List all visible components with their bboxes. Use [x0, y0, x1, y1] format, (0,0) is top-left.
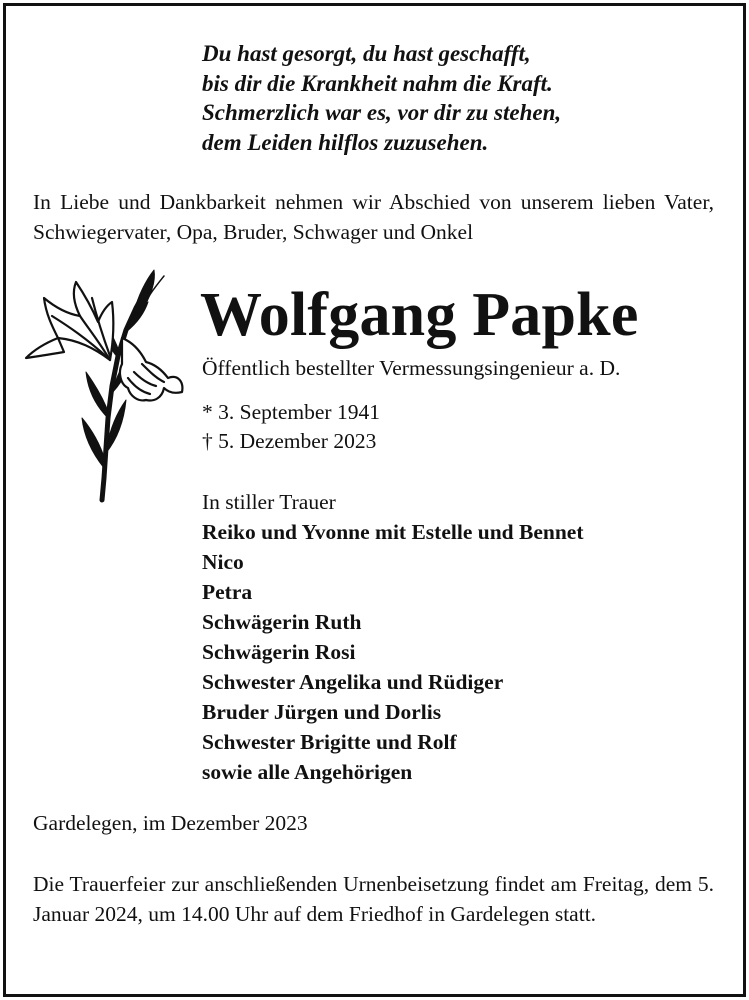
life-dates	[202, 398, 380, 456]
lily-flower-icon	[22, 268, 187, 504]
place-and-date: Gardelegen, im Dezember 2023	[33, 811, 308, 835]
poem-line: bis dir die Krankheit nahm die Kraft.	[202, 70, 553, 96]
death-date: † 5. Dezember 2023	[202, 429, 377, 453]
mourner-name: Schwägerin Rosi	[202, 640, 356, 664]
mourner-name: sowie alle Angehörigen	[202, 760, 413, 784]
occupation-line: Öffentlich bestellter Vermessungsingenieur a. D.	[202, 356, 621, 380]
mourner-name: Reiko und Yvonne mit Estelle und Bennet	[202, 520, 584, 544]
mourners-intro: In stiller Trauer	[202, 490, 336, 514]
poem-line: Schmerzlich war es, vor dir zu stehen,	[202, 100, 562, 125]
mourner-name: Schwester Angelika und Rüdiger	[202, 670, 504, 694]
funeral-notice: Die Trauerfeier zur anschließenden Urnenbeisetzung findet am Freitag, dem 5. Januar 2024, um 14.00 Uhr auf dem Friedhof in Gardelegen statt.	[33, 872, 714, 926]
poem-line: Du hast gesorgt, du hast geschafft,	[202, 41, 531, 66]
mourner-name: Petra	[202, 580, 253, 604]
birth-date: * 3. September 1941	[202, 400, 380, 424]
memorial-poem	[202, 39, 722, 157]
mourners-list	[202, 487, 584, 787]
mourner-name: Schwägerin Ruth	[202, 610, 362, 634]
mourner-name: Schwester Brigitte und Rolf	[202, 730, 457, 754]
mourner-name: Nico	[202, 550, 244, 574]
mourner-name: Bruder Jürgen und Dorlis	[202, 700, 442, 724]
farewell-intro: In Liebe und Dankbarkeit nehmen wir Abschied von unserem lieben Vater, Schwiegervater, Opa, Bruder, Schwager und Onkel	[33, 190, 714, 244]
deceased-name: Wolfgang Papke	[200, 281, 639, 349]
poem-line: dem Leiden hilflos zuzusehen.	[202, 129, 489, 155]
